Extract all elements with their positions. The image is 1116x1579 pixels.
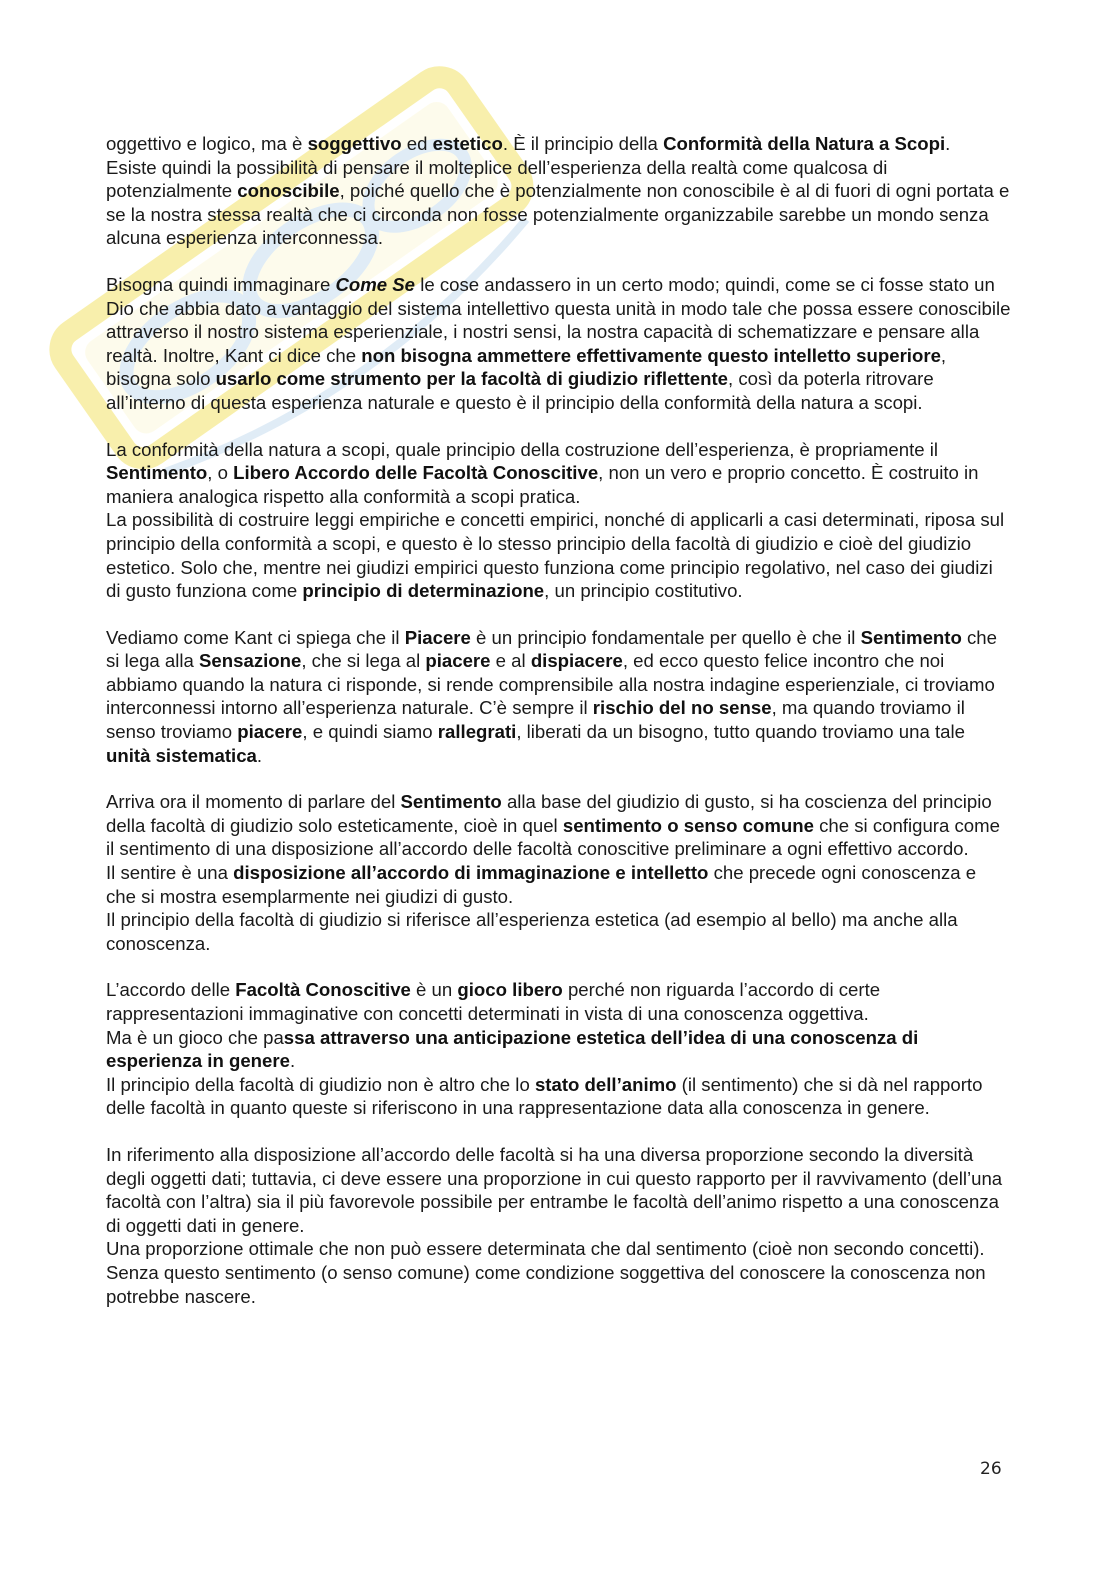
bold-term: Sentimento <box>860 626 962 648</box>
text-run: ed <box>401 133 433 154</box>
bold-term: Facoltà Conoscitive <box>235 979 411 1001</box>
text-run: Il principio della facoltà di giudizio si riferisce all’esperienza estetica (ad esempio al bello) ma anche alla conoscenza. <box>106 909 958 954</box>
bold-term: estetico <box>432 133 503 154</box>
bold-term: rischio del no sense <box>592 697 772 719</box>
text-run: e al <box>490 650 531 672</box>
document-body <box>106 132 1011 1331</box>
text-run: le cose andassero in un certo modo; quindi, come se ci fosse stato un Dio che abbia dato a vantaggio del sistema intellettivo questa unità in modo tale che possa essere conoscibile attraverso il nostro sistema esperienziale, i nostri sensi, la nostra capacità di schematizzare e pensare alla realtà. Inoltre, Kant ci dice che <box>106 273 1011 366</box>
text-run: , liberati da un bisogno, tutto quando troviamo una tale <box>516 721 965 743</box>
text-run: perché non riguarda l’accordo di certe rappresentazioni immaginative con concetti determinati in vista di una conoscenza oggettiva. <box>106 979 881 1024</box>
text-run: , che si lega al <box>301 650 426 672</box>
text-run: . È il principio della <box>502 133 664 154</box>
text-run: . <box>289 1050 296 1072</box>
text-run: Vediamo come Kant ci spiega che il <box>106 626 405 648</box>
bold-term: rallegrati <box>437 721 517 743</box>
bold-term: sentimento o senso comune <box>562 814 814 836</box>
text-run: L’accordo delle <box>106 979 236 1001</box>
text-run: è un principio fondamentale per quello è che il <box>470 626 861 648</box>
text-run: . <box>945 133 951 154</box>
text-run: . <box>256 744 263 766</box>
bold-term: Piacere <box>404 626 471 648</box>
paragraph <box>106 132 1011 250</box>
text-run: che precede ogni conoscenza e che si mostra esemplarmente nei giudizi di gusto. <box>106 862 977 907</box>
bold-term: Sentimento <box>106 462 208 484</box>
text-run: alla base del giudizio di gusto, si ha coscienza del principio della facoltà di giudizio solo esteticamente, cioè in quel <box>106 791 992 836</box>
text-run: , così da poterla ritrovare all’interno di questa esperienza naturale e questo è il principio della conformità della natura a scopi. <box>106 368 934 413</box>
text-run: , un principio costitutivo. <box>544 580 743 602</box>
text-run: oggettivo e logico, ma è <box>106 133 308 154</box>
text-run: Bisogna quindi immaginare <box>106 273 336 295</box>
bold-term: conoscibile <box>237 180 340 202</box>
paragraph <box>106 626 1011 768</box>
bold-term: gioco libero <box>457 979 563 1001</box>
bold-term: dispiacere <box>530 650 623 672</box>
text-run: Una proporzione ottimale che non può essere determinata che dal sentimento (cioè non secondo concetti). Senza questo sentimento (o senso comune) come condizione soggettiva del conoscere la conoscenza non potrebbe nascere. <box>106 1238 986 1307</box>
paragraph <box>106 273 1011 415</box>
text-run: che si lega alla <box>106 626 997 672</box>
text-run: In riferimento alla disposizione all’accordo delle facoltà si ha una diversa proporzione secondo la diversità degli oggetti dati; tuttavia, ci deve essere una proporzione in cui questo rapporto per il ravvivamento (dell’una facoltà con l’altra) sia il più favorevole possibile per entrambe le facoltà dell’animo rispetto a una conoscenza di oggetti dati in genere. <box>106 1143 1003 1236</box>
text-run: , bisogna solo <box>106 344 947 390</box>
paragraph <box>106 1143 1011 1308</box>
bold-term: piacere <box>237 721 303 743</box>
text-run: , e quindi siamo <box>302 721 438 743</box>
text-run: Il principio della facoltà di giudizio non è altro che lo <box>106 1073 535 1095</box>
paragraph <box>106 790 1011 955</box>
text-run: Il sentire è una <box>106 862 234 884</box>
text-run: La conformità della natura a scopi, quale principio della costruzione dell’esperienza, è propriamente il <box>106 438 939 460</box>
text-run: Arriva ora il momento di parlare del <box>106 791 401 813</box>
bold-term: principio di determinazione <box>302 580 545 602</box>
text-run: che si configura come il sentimento di una disposizione all’accordo delle facoltà conoscitive preliminare a ogni effettivo accordo. <box>106 814 1000 860</box>
text-run: Ma è un gioco che pa <box>106 1026 284 1048</box>
text-run: , poiché quello che è potenzialmente non conoscibile è al di fuori di ogni portata e se la nostra stessa realtà che ci circonda non fosse potenzialmente organizzabile sarebbe un mondo senza alcuna esperienza interconnessa. <box>106 180 1010 249</box>
bold-term: disposizione all’accordo di immaginazione e intelletto <box>233 862 709 884</box>
bold-term: stato dell’animo <box>534 1073 677 1095</box>
paragraph <box>106 438 1011 603</box>
bold-term: Sensazione <box>199 650 302 672</box>
text-run: , ed ecco questo felice incontro che noi abbiamo quando la natura ci risponde, si rende comprensibile alla nostra indagine esperienziale, ci troviamo interconnessi intorno all’esperienza naturale. C’è sempre il <box>106 650 995 719</box>
text-run: (il sentimento) che si dà nel rapporto delle facoltà in quanto queste si riferiscono in una rappresentazione data alla conoscenza in genere. <box>106 1073 983 1119</box>
bold-term: ssa attraverso una anticipazione estetica dell’idea di una conoscenza di esperienza in genere <box>106 1026 919 1072</box>
paragraph <box>106 978 1011 1120</box>
bold-term: non bisogna ammettere effettivamente questo intelletto superiore <box>361 344 941 366</box>
bold-term: soggettivo <box>307 133 402 154</box>
text-run: è un <box>410 979 458 1001</box>
bold-term: Libero Accordo delle Facoltà Conoscitive <box>233 462 599 484</box>
bold-italic-term: Come Se <box>335 273 416 295</box>
bold-term: Conformità della Natura a Scopi <box>663 133 946 154</box>
bold-term: Sentimento <box>400 791 502 813</box>
bold-term: usarlo come strumento per la facoltà di giudizio riflettente <box>215 368 729 390</box>
text-run: , o <box>207 462 234 484</box>
page-number: 26 <box>980 1459 1002 1479</box>
bold-term: unità sistematica <box>106 744 257 766</box>
text-run: Esiste quindi la possibilità di pensare il molteplice dell’esperienza della realtà come qualcosa di potenzialmente <box>106 156 888 202</box>
text-run: , non un vero e proprio concetto. È costruito in maniera analogica rispetto alla conformità a scopi pratica. <box>106 462 979 507</box>
text-run: , ma quando troviamo il senso troviamo <box>106 697 965 743</box>
text-run: La possibilità di costruire leggi empiriche e concetti empirici, nonché di applicarli a casi determinati, riposa sul principio della conformità a scopi, e questo è lo stesso principio della facoltà di giudizio e cioè del giudizio estetico. Solo che, mentre nei giudizi empirici questo funziona come principio regolativo, nel caso dei giudizi di gusto funziona come <box>106 509 1005 602</box>
bold-term: piacere <box>425 650 491 672</box>
